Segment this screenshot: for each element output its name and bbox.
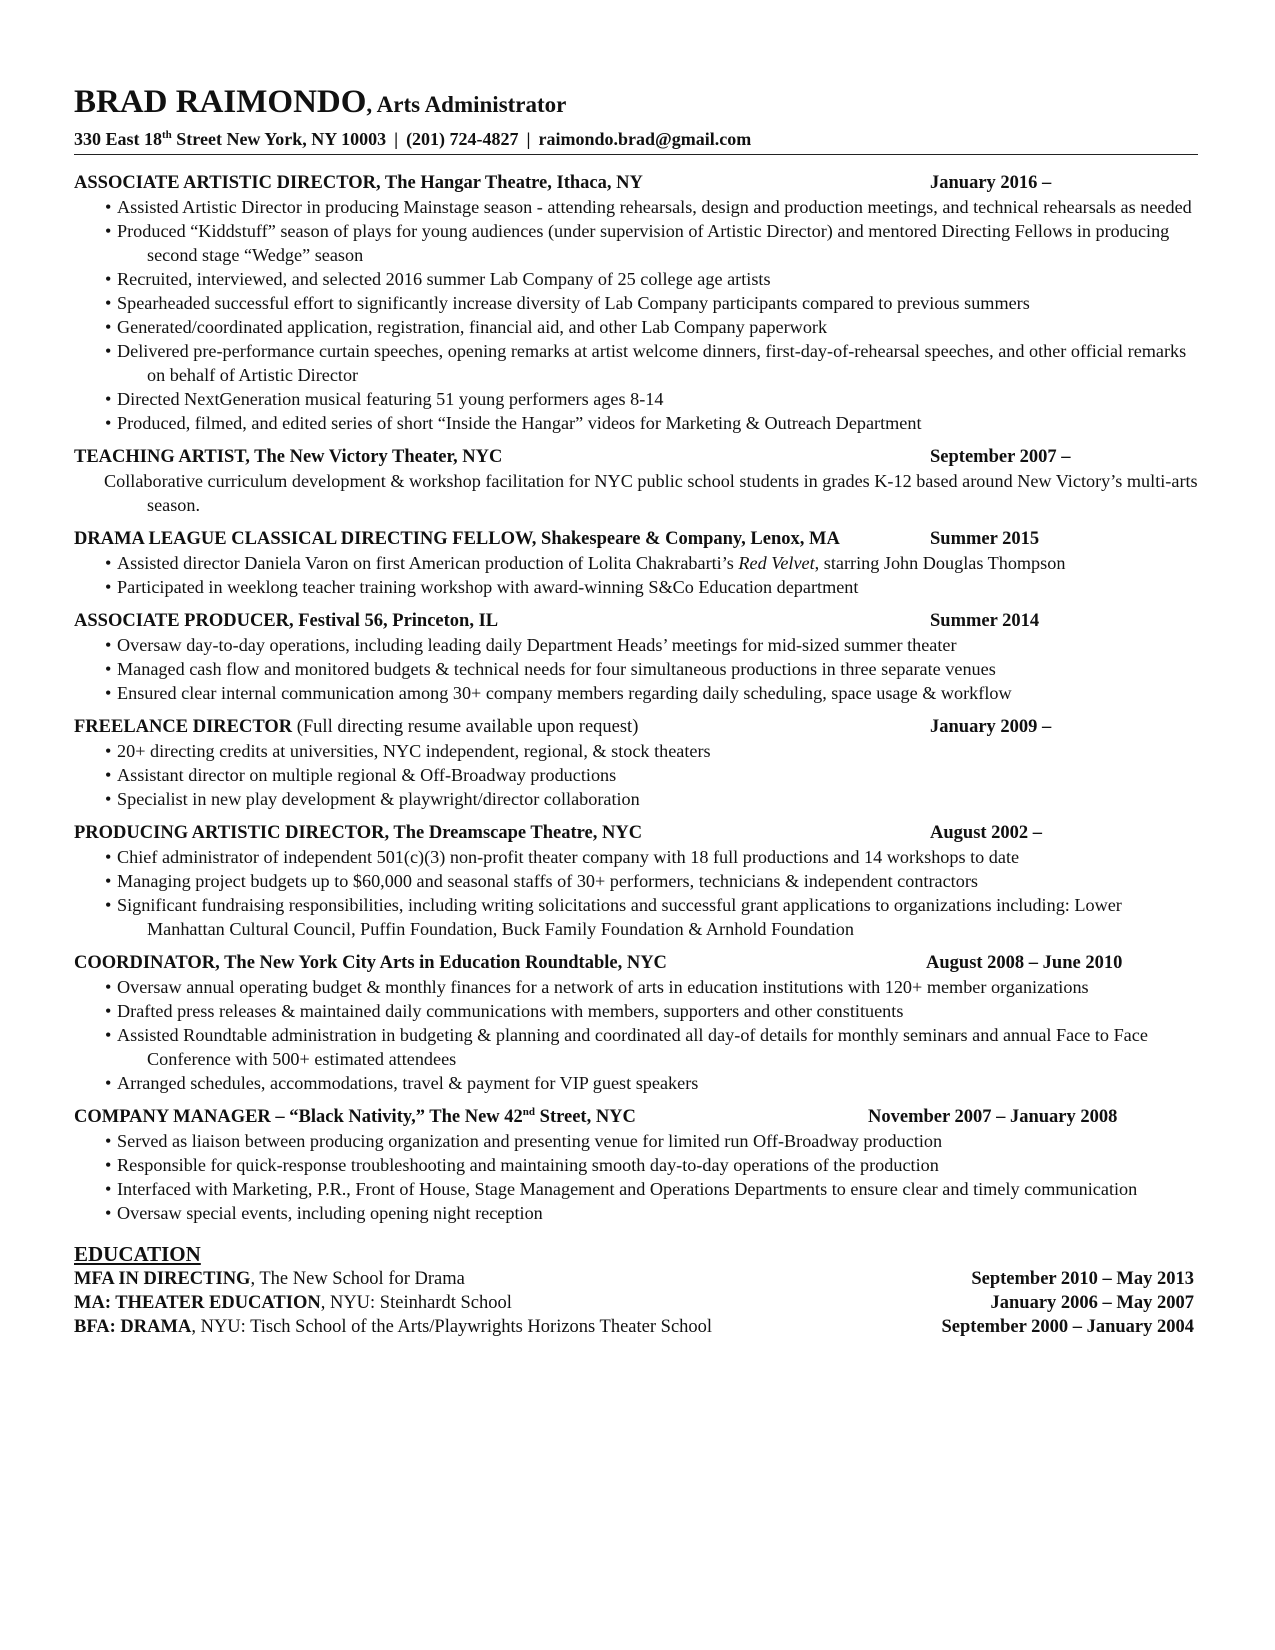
job-entry [74, 609, 1198, 705]
bullet-text: Managing project budgets up to $60,000 and seasonal staffs of 30+ performers, technicians & independent contractors [117, 871, 978, 891]
job-bullets [74, 845, 1198, 941]
bullet-item: • Managed cash flow and monitored budgets & technical needs for four simultaneous productions in three separate venues [105, 659, 996, 679]
job-bullets [74, 551, 1198, 599]
job-title: TEACHING ARTIST, The New Victory Theater, NYC [74, 447, 503, 467]
contact-line [74, 127, 1198, 151]
job-description: Collaborative curriculum development & workshop facilitation for NYC public school students in grades K-12 based around New Victory’s multi-arts season. [104, 471, 1198, 515]
bullet-text: Oversaw special events, including opening night reception [117, 1203, 543, 1223]
bullet-text: Served as liaison between producing organization and presenting venue for limited run Off-Broadway production [117, 1131, 943, 1151]
bullet-item: • Drafted press releases & maintained daily communications with members, supporters and other constituents [105, 1001, 904, 1021]
job-title: DRAMA LEAGUE CLASSICAL DIRECTING FELLOW, Shakespeare & Company, Lenox, MA [74, 529, 840, 549]
bullet-text: 20+ directing credits at universities, NYC independent, regional, & stock theaters [117, 741, 711, 761]
job-entry [74, 171, 1198, 435]
degree: BFA: DRAMA [74, 1317, 192, 1337]
education-dates: September 2010 – May 2013 [971, 1269, 1194, 1289]
job-bullets [74, 975, 1198, 1095]
address-post: Street New York, NY 10003 [171, 129, 387, 149]
job-dates: August 2008 – June 2010 [926, 953, 1123, 973]
bullet-text: Produced, filmed, and edited series of short “Inside the Hangar” videos for Marketing & Outreach Department [117, 413, 922, 433]
address-sup: th [162, 129, 172, 141]
bullet-text: Oversaw day-to-day operations, including leading daily Department Heads’ meetings for mid-sized summer theater [117, 635, 957, 655]
job-bullets [74, 633, 1198, 705]
education-heading: EDUCATION [74, 1242, 201, 1266]
resume-header-name [74, 82, 1198, 125]
education-dates: January 2006 – May 2007 [990, 1293, 1194, 1313]
bullet-text: Oversaw annual operating budget & monthly finances for a network of arts in education institutions with 120+ member organizations [117, 977, 1089, 997]
bullet-item: • Assisted Roundtable administration in budgeting & planning and coordinated all day-of details for monthly seminars and annual Face to Face Conference with 500+ estimated attendees [105, 1025, 1148, 1069]
phone: (201) 724-4827 [406, 129, 519, 149]
job-title: ASSOCIATE PRODUCER, Festival 56, Princeton, IL [74, 611, 499, 631]
bullet-item: • Oversaw annual operating budget & monthly finances for a network of arts in education institutions with 120+ member organizations [105, 977, 1089, 997]
job-title-sup: nd [522, 1105, 536, 1118]
job-heading [74, 1105, 1198, 1129]
bullet-text: Recruited, interviewed, and selected 2016 summer Lab Company of 25 college age artists [117, 269, 771, 289]
bullet-item: • Specialist in new play development & playwright/director collaboration [105, 789, 640, 809]
job-entry [74, 821, 1198, 941]
bullet-text: Managed cash flow and monitored budgets & technical needs for four simultaneous productions in three separate venues [117, 659, 996, 679]
bullet-item: • Produced “Kiddstuff” season of plays for young audiences (under supervision of Artistic Director) and mentored Directing Fellows in producing second stage “Wedge” season [105, 221, 1170, 265]
resume-page [74, 82, 1198, 1339]
bullet-item: • Participated in weeklong teacher training workshop with award-winning S&Co Education department [105, 577, 859, 597]
person-name: BRAD RAIMONDO [74, 84, 367, 120]
bullet-item: • Assistant director on multiple regional & Off-Broadway productions [105, 765, 617, 785]
bullet-text: Assisted Artistic Director in producing Mainstage season - attending rehearsals, design and production meetings, and technical rehearsals as needed [117, 197, 1192, 217]
job-bullets [74, 739, 1198, 811]
job-bullets [74, 195, 1198, 435]
job-entry [74, 715, 1198, 811]
title-separator: , [366, 92, 377, 117]
job-dates: August 2002 – [930, 823, 1043, 843]
job-entry [74, 1105, 1198, 1225]
bullet-text: Produced “Kiddstuff” season of plays for young audiences (under supervision of Artistic Director) and mentored Directing Fellows in producing second stage “Wedge” season [117, 221, 1170, 265]
job-title-post: Street, NYC [535, 1107, 636, 1127]
bullet-item: • Responsible for quick-response troubleshooting and maintaining smooth day-to-day operations of the production [105, 1155, 939, 1175]
education-dates: September 2000 – January 2004 [941, 1317, 1194, 1337]
bullet-text: Significant fundraising responsibilities, including writing solicitations and successful grant applications to organizations including: Lower Manhattan Cultural Council, Puffin Foundation, Buck Family Foundation & Arnhold Foundation [117, 895, 1122, 939]
bullet-item: • Managing project budgets up to $60,000 and seasonal staffs of 30+ performers, technicians & independent contractors [105, 871, 978, 891]
job-dates: January 2016 – [930, 173, 1052, 193]
contact-separator: | [526, 129, 531, 149]
bullet-text: Responsible for quick-response troubleshooting and maintaining smooth day-to-day operations of the production [117, 1155, 939, 1175]
bullet-text: Assisted Roundtable administration in budgeting & planning and coordinated all day-of details for monthly seminars and annual Face to Face Conference with 500+ estimated attendees [117, 1025, 1148, 1069]
bullet-item: • Arranged schedules, accommodations, travel & payment for VIP guest speakers [105, 1073, 699, 1093]
degree: MFA IN DIRECTING [74, 1269, 251, 1289]
bullet-text: Interfaced with Marketing, P.R., Front of House, Stage Management and Operations Departments to ensure clear and timely communication [117, 1179, 1138, 1199]
bullet-item: • Delivered pre-performance curtain speeches, opening remarks at artist welcome dinners, first-day-of-rehearsal speeches, and other official remarks on behalf of Artistic Director [105, 341, 1187, 385]
job-description-wrap [74, 469, 1198, 517]
bullet-text: Generated/coordinated application, registration, financial aid, and other Lab Company paperwork [117, 317, 828, 337]
bullet-text: Participated in weeklong teacher training workshop with award-winning S&Co Education department [117, 577, 859, 597]
job-dates: Summer 2015 [930, 529, 1040, 549]
bullet-item: • 20+ directing credits at universities, NYC independent, regional, & stock theaters [105, 741, 711, 761]
job-title: FREELANCE DIRECTOR [74, 717, 293, 737]
job-heading [74, 527, 1198, 551]
education-row [74, 1291, 1198, 1315]
bullet-item: • Chief administrator of independent 501(c)(3) non-profit theater company with 18 full productions and 14 workshops to date [105, 847, 1020, 867]
job-title-note: (Full directing resume available upon request) [292, 717, 639, 737]
job-bullets [74, 1129, 1198, 1225]
bullet-text: Ensured clear internal communication among 30+ company members regarding daily scheduling, space usage & workflow [117, 683, 1012, 703]
job-entry [74, 527, 1198, 599]
job-dates: September 2007 – [930, 447, 1071, 467]
job-dates: January 2009 – [930, 717, 1052, 737]
school: , NYU: Steinhardt School [320, 1293, 512, 1313]
degree: MA: THEATER EDUCATION [74, 1293, 321, 1313]
job-dates: Summer 2014 [930, 611, 1040, 631]
job-heading [74, 171, 1198, 195]
job-title [74, 1107, 636, 1127]
bullet-text: Assistant director on multiple regional & Off-Broadway productions [117, 765, 617, 785]
bullet-item: • Assisted director Daniela Varon on first American production of Lolita Chakrabarti’s Red Velvet, starring John Douglas Thompson [105, 553, 1066, 573]
bullet-item: • Recruited, interviewed, and selected 2016 summer Lab Company of 25 college age artists [105, 269, 771, 289]
bullet-item: • Oversaw special events, including opening night reception [105, 1203, 543, 1223]
play-title: Red Velvet [738, 553, 815, 573]
bullet-text: Drafted press releases & maintained daily communications with members, supporters and other constituents [117, 1001, 904, 1021]
contact-separator: | [394, 129, 399, 149]
bullet-item: • Served as liaison between producing organization and presenting venue for limited run Off-Broadway production [105, 1131, 943, 1151]
education-row [74, 1267, 1198, 1291]
job-title: COORDINATOR, The New York City Arts in Education Roundtable, NYC [74, 953, 667, 973]
bullet-text: Specialist in new play development & playwright/director collaboration [117, 789, 640, 809]
bullet-text: , starring John Douglas Thompson [814, 553, 1066, 573]
job-entry [74, 951, 1198, 1095]
bullet-text: Spearheaded successful effort to significantly increase diversity of Lab Company participants compared to previous summers [117, 293, 1030, 313]
job-heading [74, 821, 1198, 845]
email: raimondo.brad@gmail.com [538, 129, 752, 149]
school: , The New School for Drama [250, 1269, 465, 1289]
job-heading [74, 445, 1198, 469]
job-title: PRODUCING ARTISTIC DIRECTOR, The Dreamscape Theatre, NYC [74, 823, 643, 843]
bullet-text: Chief administrator of independent 501(c)(3) non-profit theater company with 18 full productions and 14 workshops to date [117, 847, 1020, 867]
school: , NYU: Tisch School of the Arts/Playwrights Horizons Theater School [191, 1317, 713, 1337]
education-row [74, 1315, 1198, 1339]
bullet-item: • Generated/coordinated application, registration, financial aid, and other Lab Company paperwork [105, 317, 828, 337]
bullet-item: • Oversaw day-to-day operations, including leading daily Department Heads’ meetings for mid-sized summer theater [105, 635, 957, 655]
bullet-text: Directed NextGeneration musical featuring 51 young performers ages 8-14 [117, 389, 664, 409]
job-heading [74, 715, 1198, 739]
job-heading [74, 609, 1198, 633]
header-divider [74, 154, 1198, 155]
job-entry [74, 445, 1198, 517]
bullet-item: • Significant fundraising responsibilities, including writing solicitations and successful grant applications to organizations including: Lower Manhattan Cultural Council, Puffin Foundation, Buck Family Foundation & Arnhold Foundation [105, 895, 1122, 939]
bullet-item: • Assisted Artistic Director in producing Mainstage season - attending rehearsals, design and production meetings, and technical rehearsals as needed [105, 197, 1192, 217]
bullet-item: • Spearheaded successful effort to significantly increase diversity of Lab Company participants compared to previous summers [105, 293, 1030, 313]
bullet-item: • Ensured clear internal communication among 30+ company members regarding daily scheduling, space usage & workflow [105, 683, 1012, 703]
job-title: ASSOCIATE ARTISTIC DIRECTOR, The Hangar Theatre, Ithaca, NY [74, 173, 643, 193]
bullet-text: Assisted director Daniela Varon on first American production of Lolita Chakrabarti’s [117, 553, 739, 573]
bullet-item: • Interfaced with Marketing, P.R., Front of House, Stage Management and Operations Departments to ensure clear and timely communication [105, 1179, 1138, 1199]
bullet-item: • Produced, filmed, and edited series of short “Inside the Hangar” videos for Marketing & Outreach Department [105, 413, 922, 433]
bullet-item: • Directed NextGeneration musical featuring 51 young performers ages 8-14 [105, 389, 664, 409]
person-title: Arts Administrator [376, 92, 567, 117]
bullet-text: Arranged schedules, accommodations, travel & payment for VIP guest speakers [117, 1073, 699, 1093]
job-heading [74, 951, 1198, 975]
bullet-text: Delivered pre-performance curtain speeches, opening remarks at artist welcome dinners, first-day-of-rehearsal speeches, and other official remarks on behalf of Artistic Director [117, 341, 1187, 385]
job-dates: November 2007 – January 2008 [868, 1107, 1118, 1127]
address-pre: 330 East 18 [74, 129, 163, 149]
job-title-pre: COMPANY MANAGER – “Black Nativity,” The New 42 [74, 1107, 523, 1127]
